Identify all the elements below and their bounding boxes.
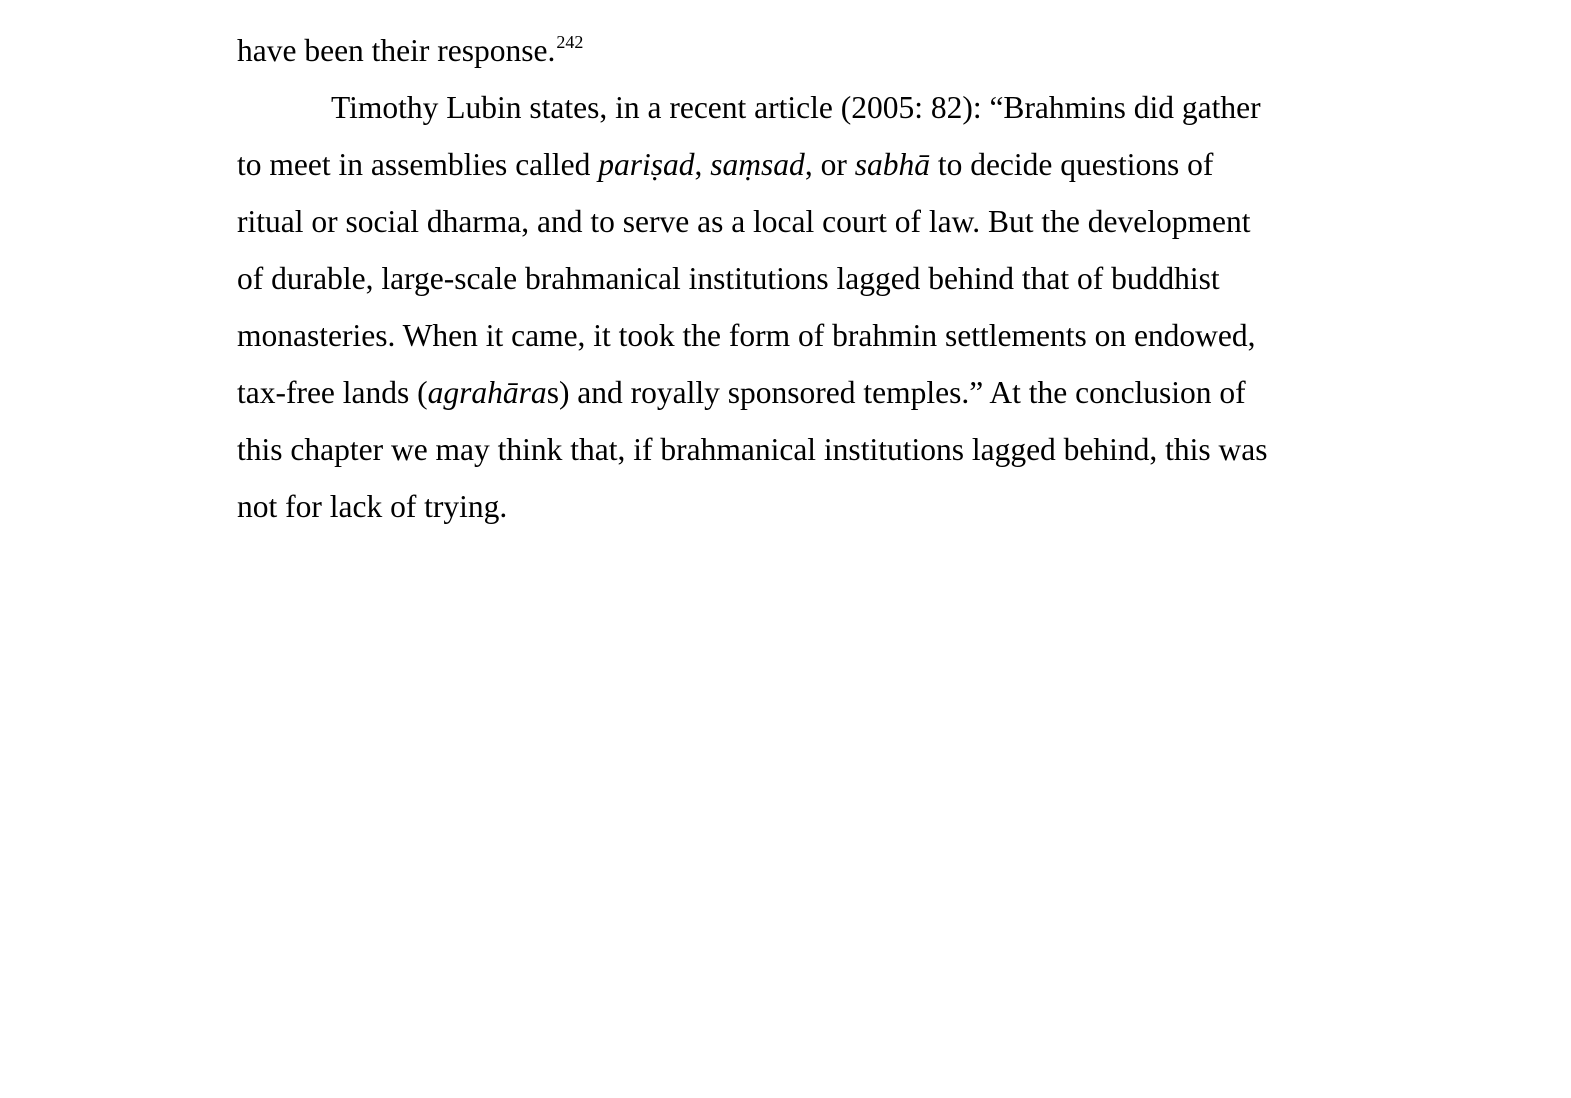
term-samsad: saṃsad [710,147,805,182]
paragraph-2-line-3: ritual or social dharma, and to serve as a local court of law. But the development [237,204,1251,239]
paragraph-2-line-4: of durable, large-scale brahmanical institutions lagged behind that of buddhist [237,261,1220,296]
body-text [237,22,1347,535]
term-parisad: pariṣad [598,147,695,182]
paragraph-2-line-2 [237,136,1347,193]
line-2-post: to decide questions of [929,147,1214,182]
paragraph-1-line-1 [237,22,1347,79]
paragraph-2-line-8: not for lack of trying. [237,489,508,524]
line-2-sep-2: , or [804,147,855,182]
term-sabha: sabhā [854,147,930,182]
line-6-pre: tax-free lands ( [237,375,428,410]
paragraph-2-line-1: Timothy Lubin states, in a recent article (2005: 82): “Brahmins did gather [331,90,1261,125]
paragraph-1-text: have been their response. [237,33,556,68]
line-2-pre: to meet in assemblies called [237,147,599,182]
term-agrahara: agrahāra [427,375,547,410]
paragraph-2-line-7: this chapter we may think that, if brahmanical institutions lagged behind, this was [237,432,1268,467]
footnote-marker[interactable]: 242 [556,32,584,52]
line-6-post: s) and royally sponsored temples.” At the conclusion of [546,375,1246,410]
paragraph-2-line-5: monasteries. When it came, it took the form of brahmin settlements on endowed, [237,318,1256,353]
paragraph-2-line-6 [237,364,1347,421]
line-2-sep-1: , [694,147,711,182]
